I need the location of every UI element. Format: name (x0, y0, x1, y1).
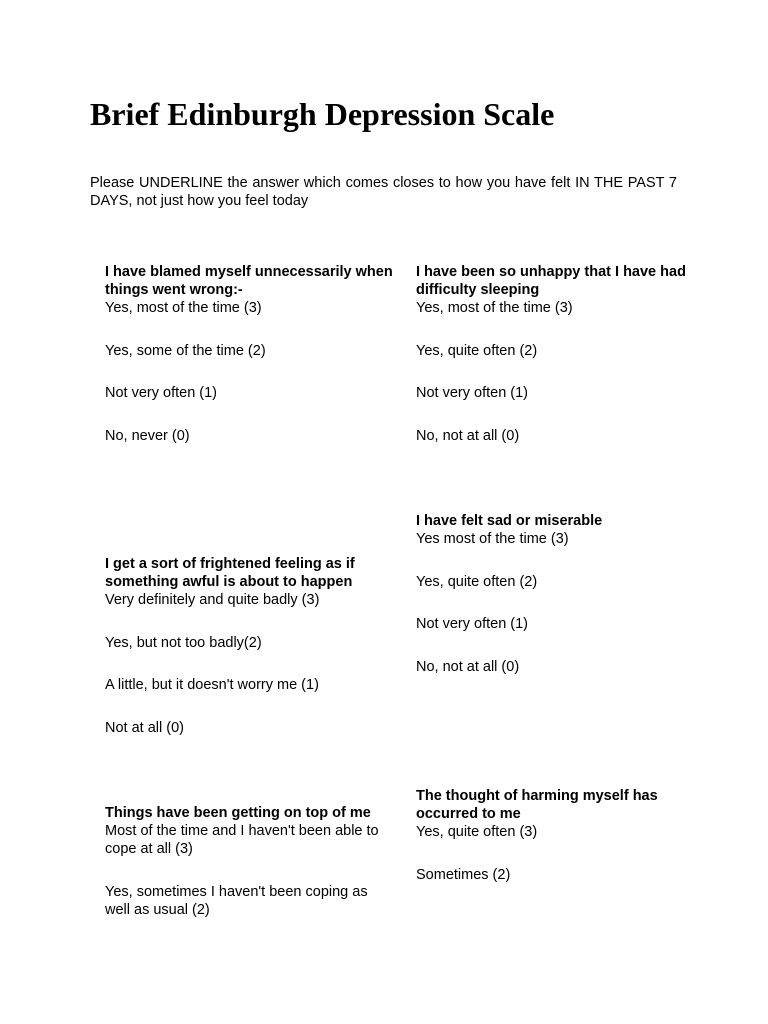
question-getting-on-top (105, 804, 395, 919)
answer-option[interactable]: Not very often (1) (416, 385, 529, 401)
answer-option[interactable]: No, not at all (0) (416, 658, 520, 675)
question-difficulty-sleeping (416, 263, 706, 445)
answer-option[interactable]: Yes, but not too badly(2) (105, 634, 262, 651)
answer-option[interactable]: Sometimes (2) (416, 866, 511, 883)
question-heading: I have blamed myself unnecessarily when things went wrong:- (105, 264, 393, 298)
question-heading: I have been so unhappy that I have had difficulty sleeping (416, 264, 686, 298)
question-sad-or-miserable (416, 512, 706, 676)
answer-option[interactable]: Very definitely and quite badly (3) (105, 592, 320, 608)
question-heading: I have felt sad or miserable (416, 513, 603, 529)
answer-option[interactable]: Most of the time and I haven't been able to cope at all (3) (105, 823, 379, 857)
instruction-text: Please UNDERLINE the answer which comes closes to how you have felt IN THE PAST 7 DAYS, not just how you feel today (90, 175, 677, 209)
answer-option[interactable]: Yes, most of the time (3) (416, 300, 573, 316)
answer-option[interactable]: Not very often (1) (416, 616, 529, 632)
page-title: Brief Edinburgh Depression Scale (90, 96, 555, 132)
answer-option[interactable]: Yes, some of the time (2) (105, 342, 266, 359)
answer-option[interactable]: No, not at all (0) (416, 427, 520, 444)
answer-option[interactable]: Yes, most of the time (3) (105, 300, 262, 316)
answer-option[interactable]: Yes, quite often (2) (416, 573, 538, 590)
answer-option[interactable]: Yes, sometimes I haven't been coping as well as usual (2) (105, 883, 368, 918)
answer-option[interactable]: A little, but it doesn't worry me (1) (105, 677, 319, 693)
question-heading: I get a sort of frightened feeling as if something awful is about to happen (105, 556, 355, 590)
question-heading: Things have been getting on top of me (105, 805, 371, 821)
answer-option[interactable]: Not very often (1) (105, 385, 218, 401)
answer-option[interactable]: Yes, quite often (2) (416, 342, 538, 359)
answer-option[interactable]: Not at all (0) (105, 719, 184, 736)
answer-option[interactable]: Yes, quite often (3) (416, 824, 538, 840)
answer-option[interactable]: Yes most of the time (3) (416, 531, 569, 547)
question-frightened-feeling (105, 555, 395, 737)
question-heading: The thought of harming myself has occurred to me (416, 788, 658, 822)
question-harming-myself (416, 787, 706, 884)
question-blamed-myself (105, 263, 395, 445)
answer-option[interactable]: No, never (0) (105, 427, 190, 444)
